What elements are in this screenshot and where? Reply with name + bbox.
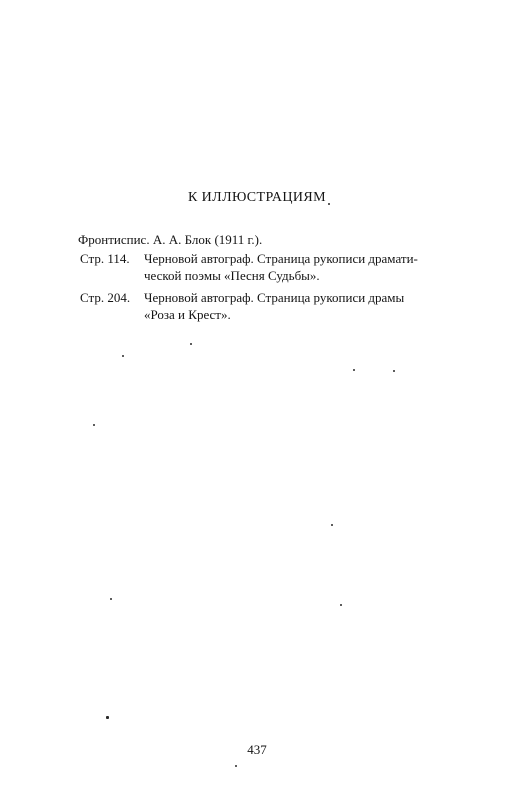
entry-line xyxy=(80,306,404,323)
illustration-entry-page-204 xyxy=(80,289,404,323)
scan-speck xyxy=(190,343,192,345)
entry-text: «Роза и Крест». xyxy=(144,307,231,322)
entry-line xyxy=(80,289,404,306)
scan-speck xyxy=(393,370,395,372)
scan-speck xyxy=(106,716,109,719)
illustration-entry-page-114 xyxy=(80,250,418,284)
section-heading: К ИЛЛЮСТРАЦИЯМ xyxy=(188,190,326,205)
entry-line xyxy=(80,250,418,267)
scan-speck xyxy=(328,203,330,205)
entry-text: Черновой автограф. Страница рукописи драмати- xyxy=(144,251,418,266)
scan-speck xyxy=(340,604,342,606)
scan-speck xyxy=(331,524,333,526)
scan-speck xyxy=(353,369,355,371)
illustration-entry-frontispiece xyxy=(78,231,262,248)
page-number: 437 xyxy=(247,742,267,757)
scan-speck xyxy=(93,424,95,426)
entry-page-ref: Стр. 204. xyxy=(80,290,131,305)
entry-page-ref: Стр. 114. xyxy=(80,251,130,266)
scan-speck xyxy=(122,355,124,357)
scan-speck xyxy=(110,598,112,600)
entry-text: ческой поэмы «Песня Судьбы». xyxy=(144,268,320,283)
entry-text: Черновой автограф. Страница рукописи драмы xyxy=(144,290,405,305)
scan-speck xyxy=(235,765,237,767)
entry-line xyxy=(80,267,418,284)
entry-line: Фронтиспис. А. А. Блок (1911 г.). xyxy=(78,232,263,247)
